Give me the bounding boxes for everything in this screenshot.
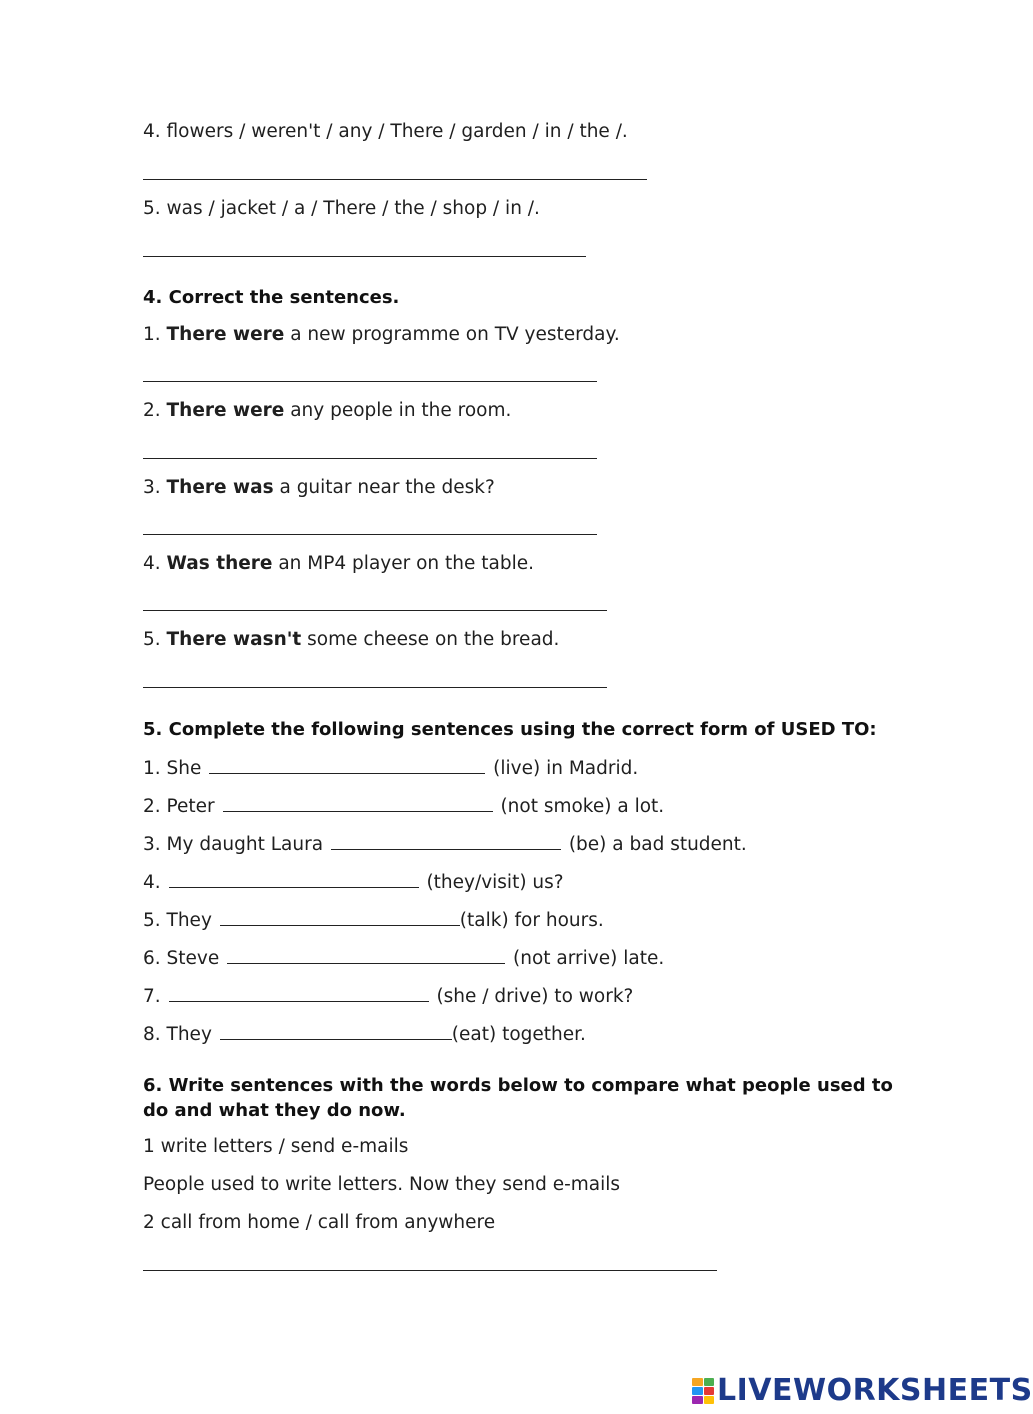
item-number: 3.: [143, 477, 167, 498]
used-to-item-3: [143, 831, 747, 857]
blank-field[interactable]: [223, 793, 493, 812]
logo-tile: [692, 1387, 703, 1395]
item-suffix: (be) a bad student.: [568, 834, 747, 855]
liveworksheets-wordmark: LIVEWORKSHEETS: [717, 1373, 1033, 1408]
correct-item-1: [143, 323, 620, 347]
item-bold-phrase: There were: [166, 324, 285, 345]
item-number: 4.: [143, 553, 167, 574]
item-prefix: 2. Peter: [143, 796, 215, 817]
compare-item-2: 2 call from home / call from anywhere: [143, 1212, 496, 1233]
correct-item-2: [143, 399, 511, 423]
blank-field[interactable]: [220, 907, 460, 926]
section-6-title-line-1: 6. Write sentences with the words below to compare what people used to: [143, 1075, 893, 1096]
item-suffix: (they/visit) us?: [426, 872, 564, 893]
blank-field[interactable]: [169, 983, 429, 1002]
item-prefix: 5. They: [143, 910, 212, 931]
item-rest: some cheese on the bread.: [301, 629, 560, 650]
answer-line[interactable]: [143, 179, 647, 180]
item-bold-phrase: There were: [166, 400, 285, 421]
item-suffix: (talk) for hours.: [459, 910, 604, 931]
section-6-title-line-2: do and what they do now.: [143, 1100, 406, 1121]
blank-field[interactable]: [169, 869, 419, 888]
blank-field[interactable]: [209, 755, 485, 774]
section-5-title: 5. Complete the following sentences using the correct form of USED TO:: [143, 719, 877, 740]
blank-field[interactable]: [227, 945, 505, 964]
answer-line[interactable]: [143, 610, 607, 611]
item-suffix: (eat) together.: [451, 1024, 586, 1045]
exercise-3-item-4: 4. flowers / weren't / any / There / garden / in / the /.: [143, 121, 628, 142]
item-prefix: 8. They: [143, 1024, 212, 1045]
item-number: 1.: [143, 324, 167, 345]
item-suffix: (live) in Madrid.: [493, 758, 639, 779]
item-rest: a new programme on TV yesterday.: [284, 324, 620, 345]
item-number: 2.: [143, 400, 167, 421]
answer-line[interactable]: [143, 256, 586, 257]
item-prefix: 3. My daught Laura: [143, 834, 324, 855]
logo-tile: [704, 1387, 715, 1395]
logo-tile: [704, 1378, 715, 1386]
answer-line[interactable]: [143, 381, 597, 382]
used-to-item-6: [143, 945, 664, 971]
used-to-item-2: [143, 793, 664, 819]
item-bold-phrase: Was there: [166, 553, 273, 574]
item-rest: any people in the room.: [284, 400, 512, 421]
answer-line[interactable]: [143, 1270, 717, 1271]
item-suffix: (not arrive) late.: [513, 948, 665, 969]
item-suffix: (she / drive) to work?: [436, 986, 634, 1007]
answer-line[interactable]: [143, 458, 597, 459]
logo-tile: [692, 1378, 703, 1386]
correct-item-4: [143, 552, 534, 576]
used-to-item-4: [143, 869, 564, 895]
compare-example: People used to write letters. Now they send e-mails: [143, 1174, 621, 1195]
item-suffix: (not smoke) a lot.: [500, 796, 665, 817]
compare-item-1: 1 write letters / send e-mails: [143, 1136, 409, 1157]
exercise-3-item-5: 5. was / jacket / a / There / the / shop / in /.: [143, 198, 540, 219]
item-prefix: 6. Steve: [143, 948, 220, 969]
item-number: 5.: [143, 629, 167, 650]
item-rest: a guitar near the desk?: [273, 477, 495, 498]
section-4-title: 4. Correct the sentences.: [143, 287, 400, 308]
used-to-item-8: [143, 1021, 586, 1047]
item-bold-phrase: There was: [166, 477, 274, 498]
used-to-item-7: [143, 983, 633, 1009]
logo-tile: [692, 1396, 703, 1404]
correct-item-5: [143, 628, 559, 652]
item-prefix: 7.: [143, 986, 161, 1007]
liveworksheets-logo-icon: [692, 1378, 714, 1404]
item-rest: an MP4 player on the table.: [272, 553, 534, 574]
used-to-item-1: [143, 755, 638, 781]
logo-tile: [704, 1396, 715, 1404]
correct-item-3: [143, 476, 495, 500]
item-bold-phrase: There wasn't: [166, 629, 302, 650]
blank-field[interactable]: [331, 831, 561, 850]
liveworksheets-logo[interactable]: [692, 1374, 1033, 1408]
item-prefix: 4.: [143, 872, 161, 893]
item-prefix: 1. She: [143, 758, 202, 779]
blank-field[interactable]: [220, 1021, 452, 1040]
answer-line[interactable]: [143, 534, 597, 535]
answer-line[interactable]: [143, 687, 607, 688]
used-to-item-5: [143, 907, 604, 933]
